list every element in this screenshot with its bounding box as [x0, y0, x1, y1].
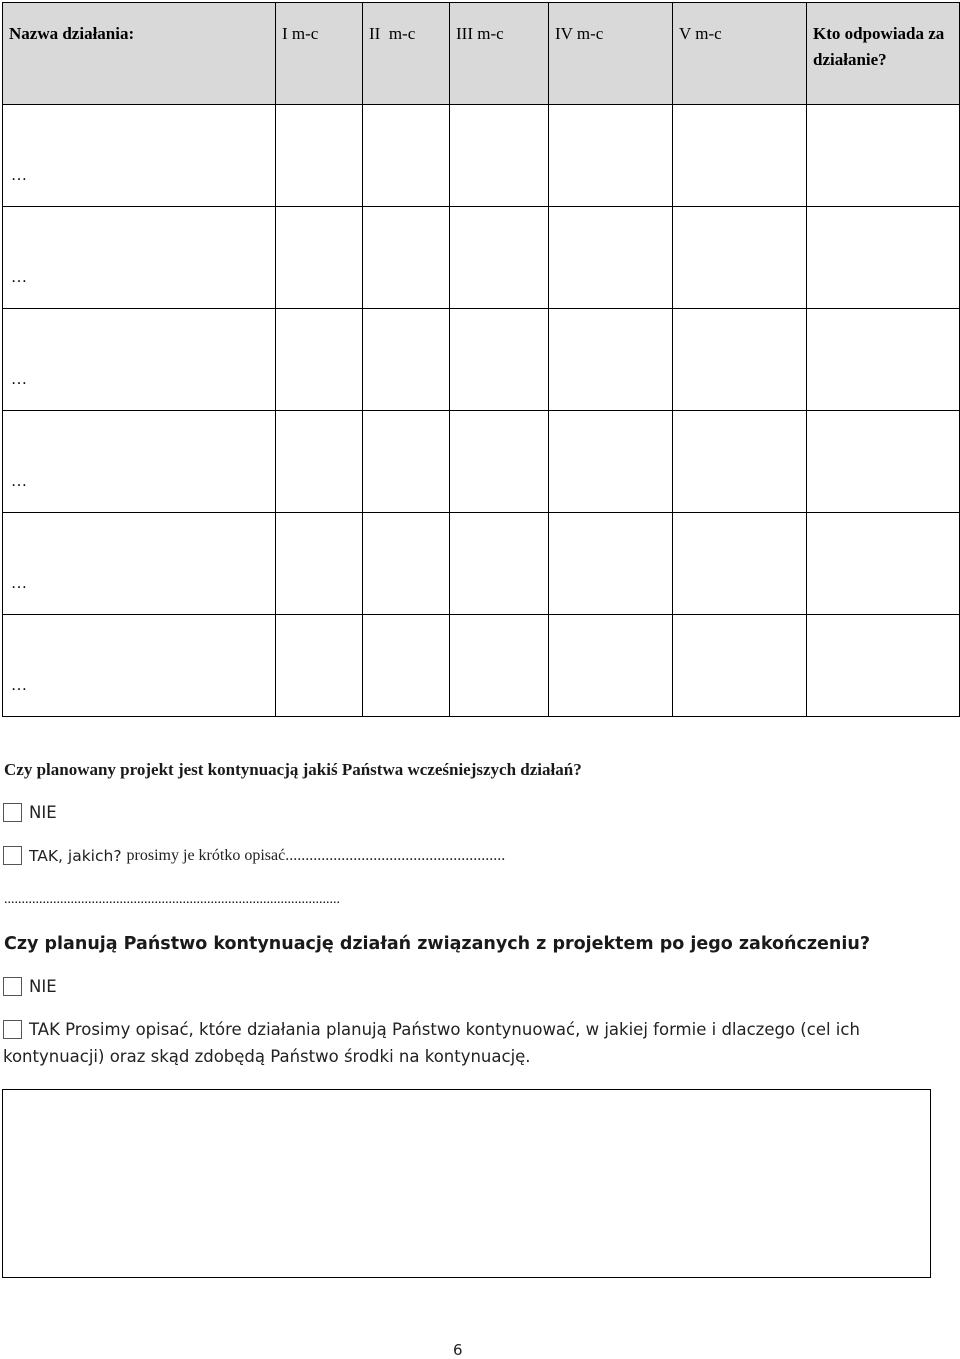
- month-cell[interactable]: [549, 513, 673, 615]
- option-label-continuation: kontynuacji) oraz skąd zdobędą Państwo środki na kontynuację.: [3, 1047, 531, 1066]
- month-cell[interactable]: [450, 411, 549, 513]
- responsible-cell[interactable]: [807, 513, 960, 615]
- table-row: [3, 513, 960, 615]
- future-description-textbox[interactable]: [2, 1089, 931, 1278]
- action-name-cell[interactable]: [3, 105, 276, 207]
- month-cell[interactable]: [276, 411, 363, 513]
- option-label: TAK, jakich?: [29, 846, 122, 865]
- month-cell[interactable]: [363, 513, 450, 615]
- responsible-cell[interactable]: [807, 615, 960, 717]
- table-row: [3, 207, 960, 309]
- responsible-cell[interactable]: [807, 411, 960, 513]
- option-yes-future[interactable]: [3, 1020, 860, 1039]
- responsible-cell[interactable]: [807, 309, 960, 411]
- ellipsis-text: …: [11, 371, 27, 388]
- action-name-cell[interactable]: [3, 411, 276, 513]
- month-cell[interactable]: [549, 105, 673, 207]
- option-no-previous[interactable]: [3, 803, 57, 822]
- checkbox[interactable]: [3, 846, 22, 865]
- month-cell[interactable]: [673, 309, 807, 411]
- header-month-1: I m-c: [276, 3, 363, 105]
- option-label: NIE: [29, 977, 57, 996]
- checkbox[interactable]: [3, 803, 22, 822]
- describe-prompt: prosimy je krótko opisać.......................................................: [126, 846, 506, 864]
- ellipsis-text: …: [11, 473, 27, 490]
- month-cell[interactable]: [549, 309, 673, 411]
- month-cell[interactable]: [363, 309, 450, 411]
- action-name-cell[interactable]: [3, 309, 276, 411]
- month-cell[interactable]: [673, 513, 807, 615]
- month-cell[interactable]: [363, 207, 450, 309]
- month-cell[interactable]: [276, 615, 363, 717]
- option-no-future[interactable]: [3, 977, 57, 996]
- action-name-cell[interactable]: [3, 513, 276, 615]
- month-cell[interactable]: [673, 207, 807, 309]
- checkbox[interactable]: [3, 1020, 22, 1039]
- month-cell[interactable]: [549, 411, 673, 513]
- header-month-4: IV m-c: [549, 3, 673, 105]
- ellipsis-text: …: [11, 575, 27, 592]
- month-cell[interactable]: [450, 513, 549, 615]
- option-label: NIE: [29, 803, 57, 822]
- month-cell[interactable]: [450, 309, 549, 411]
- month-cell[interactable]: [673, 411, 807, 513]
- header-responsible: Kto odpowiada za działanie?: [807, 3, 960, 105]
- month-cell[interactable]: [276, 207, 363, 309]
- table-header-row: [3, 3, 960, 105]
- ellipsis-text: …: [11, 269, 27, 286]
- responsible-cell[interactable]: [807, 207, 960, 309]
- month-cell[interactable]: [276, 513, 363, 615]
- month-cell[interactable]: [673, 615, 807, 717]
- header-month-2: II m-c: [363, 3, 450, 105]
- month-cell[interactable]: [276, 105, 363, 207]
- header-month-3: III m-c: [450, 3, 549, 105]
- month-cell[interactable]: [549, 207, 673, 309]
- dotted-answer-line[interactable]: ................................................................................................: [4, 892, 340, 907]
- option-label: TAK Prosimy opisać, które działania planują Państwo kontynuować, w jakiej formie i dlaczego (cel ich: [29, 1020, 860, 1039]
- month-cell[interactable]: [363, 615, 450, 717]
- question-future-heading: Czy planują Państwo kontynuację działań związanych z projektem po jego zakończeniu?: [4, 934, 870, 954]
- table-row: [3, 309, 960, 411]
- option-yes-previous[interactable]: [3, 846, 505, 865]
- action-schedule-table: [2, 2, 960, 717]
- header-month-5: V m-c: [673, 3, 807, 105]
- header-action-name: Nazwa działania:: [3, 3, 276, 105]
- month-cell[interactable]: [450, 105, 549, 207]
- ellipsis-text: …: [11, 677, 27, 694]
- month-cell[interactable]: [363, 411, 450, 513]
- responsible-cell[interactable]: [807, 105, 960, 207]
- month-cell[interactable]: [450, 207, 549, 309]
- page-number: 6: [453, 1341, 463, 1359]
- month-cell[interactable]: [363, 105, 450, 207]
- month-cell[interactable]: [549, 615, 673, 717]
- ellipsis-text: …: [11, 167, 27, 184]
- month-cell[interactable]: [450, 615, 549, 717]
- table-row: [3, 411, 960, 513]
- table-row: [3, 615, 960, 717]
- month-cell[interactable]: [276, 309, 363, 411]
- month-cell[interactable]: [673, 105, 807, 207]
- table-row: [3, 105, 960, 207]
- question-continuation-heading: Czy planowany projekt jest kontynuacją jakiś Państwa wcześniejszych działań?: [4, 760, 582, 779]
- action-name-cell[interactable]: [3, 615, 276, 717]
- checkbox[interactable]: [3, 977, 22, 996]
- action-name-cell[interactable]: [3, 207, 276, 309]
